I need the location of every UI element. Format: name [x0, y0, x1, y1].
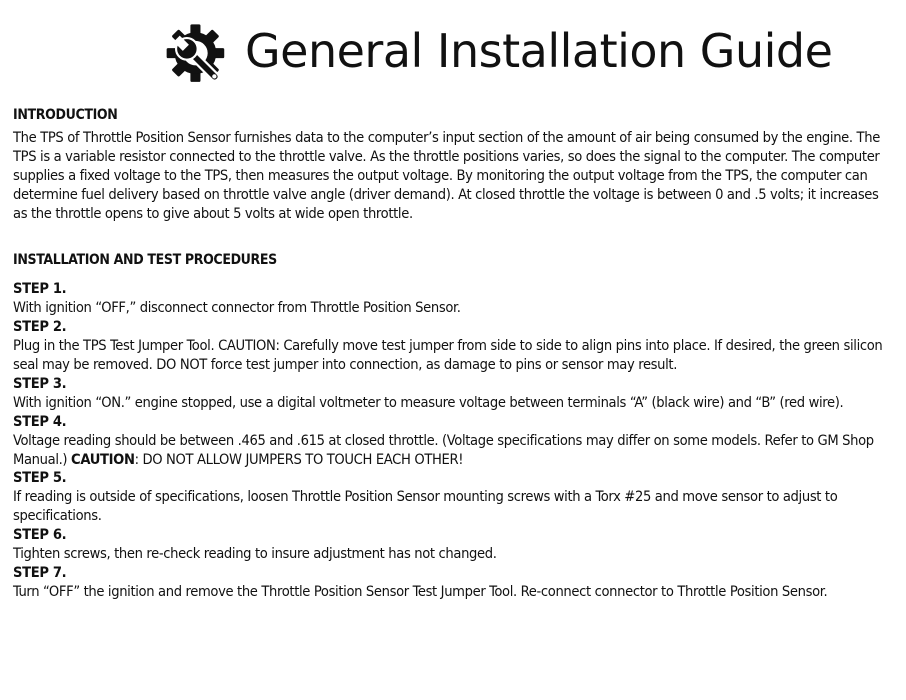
page-header	[0, 18, 906, 94]
step-text: Turn “OFF” the ignition and remove the Throttle Position Sensor Test Jumper Tool. Re-connect connector to Throttle Position Sensor.	[13, 582, 828, 600]
step-text: With ignition “OFF,” disconnect connector from Throttle Position Sensor.	[13, 299, 461, 317]
step-label: STEP 4.	[13, 412, 67, 430]
page-title: General Installation Guide	[245, 24, 833, 78]
step-label: STEP 5.	[13, 469, 67, 487]
step-text: Tighten screws, then re-check reading to insure adjustment has not changed.	[13, 545, 497, 563]
step-label: STEP 1.	[13, 280, 67, 298]
step-7	[13, 564, 893, 602]
caution-label: CAUTION	[71, 450, 135, 468]
gear-wrench-icon	[158, 20, 230, 92]
caution-text: : DO NOT ALLOW JUMPERS TO TOUCH EACH OTHER!	[134, 450, 464, 468]
step-4-text: Voltage reading should be between .465 and .615 at closed throttle. (Voltage specifications may differ on some models. Refer to GM Shop Manual.)	[13, 431, 874, 468]
step-4	[13, 413, 893, 470]
step-text	[13, 432, 893, 470]
step-1	[13, 280, 893, 318]
step-label: STEP 2.	[13, 318, 67, 336]
introduction-heading: INTRODUCTION	[13, 107, 118, 123]
document-body	[13, 106, 893, 602]
step-6	[13, 526, 893, 564]
step-label: STEP 7.	[13, 563, 67, 581]
step-text: With ignition “ON.” engine stopped, use a digital voltmeter to measure voltage between terminals “A” (black wire) and “B” (red wire).	[13, 393, 844, 411]
step-text: If reading is outside of specifications, loosen Throttle Position Sensor mounting screws with a Torx #25 and move sensor to adjust to specifications.	[13, 488, 838, 525]
procedures-heading: INSTALLATION AND TEST PROCEDURES	[13, 252, 277, 269]
step-2	[13, 318, 893, 375]
step-text: Plug in the TPS Test Jumper Tool. CAUTION: Carefully move test jumper from side to side to align pins into place. If desired, the green silicon seal may be removed. DO NOT force test jumper into connection, as damage to pins or sensor may result.	[13, 337, 883, 373]
step-label: STEP 6.	[13, 526, 67, 544]
step-5	[13, 469, 893, 526]
introduction-paragraph: The TPS of Throttle Position Sensor furnishes data to the computer’s input section of the amount of air being consumed by the engine. The TPS is a variable resistor connected to the throttle valve. As the throttle positions varies, so does the signal to the computer. The computer supplies a fixed voltage to the TPS, then measures the output voltage. By monitoring the output voltage from the TPS, the computer can determine fuel delivery based on throttle valve angle (driver demand). At closed throttle the voltage is between 0 and .5 volts; it increases as the throttle opens to give about 5 volts at wide open throttle.	[13, 128, 880, 222]
step-3	[13, 375, 893, 413]
step-label: STEP 3.	[13, 374, 67, 392]
